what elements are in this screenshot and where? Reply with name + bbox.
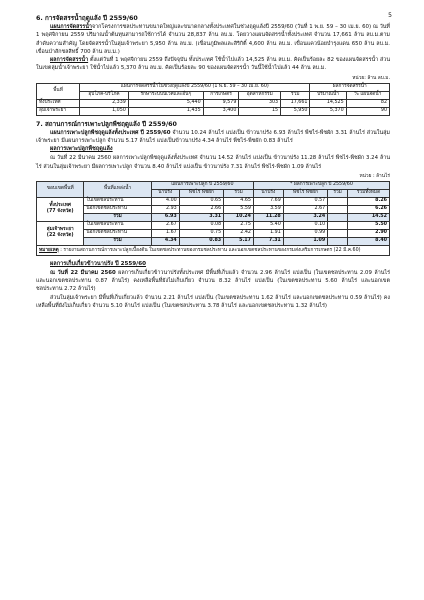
plan-crop-text: จำนวน 10.24 ล้านไร่ แบ่งเป็น ข้าวนาปรัง 6.93 ล้านไร่ พืชไร่-พืชผัก 3.31 ล้านไร่ ส่วนในลุ่มเจ้าพระยา มีแผนการเพาะปลูก จำนวน 5.17 ล้านไร่ แบ่งเป็นข้าวนาปรัง 4.34 ล้านไร่ พืชไร่-พืชผัก 0.83 ล้านไร่ — [36, 129, 390, 145]
plan-lead: แผนการจัดสรรน้ำ — [50, 24, 92, 30]
cell-total: 14.52 — [348, 213, 390, 221]
sub-header: รวม — [328, 189, 348, 197]
harvest-heading: ผลการเก็บเกี่ยวข้าวนาปรัง ปี 2559/60 — [50, 260, 147, 267]
section-7-plan-paragraph — [36, 129, 390, 146]
cell: 3.31 — [179, 213, 223, 221]
sub-header: รวม — [281, 91, 310, 99]
cell: 90 — [346, 107, 389, 115]
row-source: รวม — [84, 213, 151, 221]
cell: 14,525 — [310, 99, 346, 107]
cell: 1,050 — [80, 107, 129, 115]
cell: 2.93 — [151, 205, 179, 213]
crop-result-paragraph: ณ วันที่ 22 มีนาคม 2560 ผลการเพาะปลูกพืชฤดูแล้งทั้งประเทศ จำนวน 14.52 ล้านไร่ แบ่งเป็น ข้าวนาปรัง 11.28 ล้านไร่ พืชไร่-พืชผัก 3.24 ล้านไร่ ส่วนในลุ่มเจ้าพระยา มีผลการเพาะปลูก จำนวน 8.40 ล้านไร่ แบ่งเป็น ข้าวนาปรัง 7.31 ล้านไร่ พืชไร่-พืชผัก 1.09 ล้านไร่ — [36, 155, 390, 170]
table-row-total — [37, 237, 390, 245]
page-number: 5 — [388, 12, 392, 19]
cell: 2,339 — [80, 99, 129, 107]
table-row — [37, 205, 390, 213]
cell: 6.93 — [151, 213, 179, 221]
row-source: นอกเขตชลประทาน — [84, 229, 151, 237]
cell: 3.24 — [283, 213, 327, 221]
table-row-total — [37, 213, 390, 221]
group-area-name: ทั้งประเทศ — [49, 203, 71, 209]
cell: 0.99 — [283, 229, 327, 237]
cell: 0.08 — [179, 221, 223, 229]
cell: 2.66 — [179, 205, 223, 213]
harvest-paragraph-1 — [36, 269, 390, 294]
row-area: ลุ่มเจ้าพระยา — [37, 107, 80, 115]
sub-header: การเกษตร — [203, 91, 239, 99]
cell: 1.67 — [151, 229, 179, 237]
row-source: นอกเขตชลประทาน — [84, 205, 151, 213]
col-plan: แผนการเพาะปลูก ปี 2559/60 — [151, 181, 253, 189]
cell: 5,370 — [310, 107, 346, 115]
harvest-lead: ณ วันที่ 22 มีนาคม 2560 — [50, 269, 116, 276]
cell: 15 — [239, 107, 281, 115]
cell: 5,440 — [128, 99, 203, 107]
sub-header: นาปรัง — [151, 189, 179, 197]
cell: 2.75 — [224, 221, 254, 229]
cell: 4.65 — [224, 197, 254, 205]
result-lead: ผลการจัดสรรน้ำ — [50, 57, 89, 64]
water-allocation-table — [36, 83, 390, 116]
col-area: ขอบเขตพื้นที่ — [37, 181, 84, 197]
col-result: ผลการจัดสรรน้ำ — [310, 83, 390, 91]
sub-header: รักษาระบบนิเวศและอื่นๆ — [128, 91, 203, 99]
table-note — [36, 246, 390, 256]
sub-header: รวม — [224, 189, 254, 197]
cell-total: 8.40 — [348, 237, 390, 245]
section-6-paragraph-1 — [36, 23, 390, 56]
harvest-text-1: ผลการเก็บเกี่ยวข้าวนาปรังทั้งประเทศ มีพื้นที่เก็บแล้ว จำนวน 2.96 ล้านไร่ แบ่งเป็น (ในเขตชลประทาน 2.09 ล้านไร่ และนอกเขตชลประทาน 0.87 ล้านไร่) คงเหลือพื้นที่ยังไม่เก็บเกี่ยว จำนวน 8.32 ล้านไร่ แบ่งเป็น (ในเขตชลประทาน 5.60 ล้านไร่ และนอกเขตชลประทาน 2.72 ล้านไร่) — [36, 269, 391, 293]
plan-text: จากโครงการชลประทานขนาดใหญ่และขนาดกลางทั้งประเทศในช่วงฤดูแล้งปี 2559/60 (วันที่ 1 พ.ย. 59 – 30 เม.ย. 60) ณ วันที่ 1 พฤศจิกายน 2559 ปริมาณน้ำต้นทุนสามารถใช้การได้ จำนวน 28,837 ล้าน ลบ.ม. โดยวางแผนจัดสรรน้ำทั้งประเทศ จำนวน 17,661 ล้าน ลบ.ม.ตามลำดับความสำคัญ โดยจัดสรรน้ำในลุ่มเจ้าพระยา 5,950 ล้าน ลบ.ม. (เขื่อนภูมิพลและสิริกิติ์ 4,600 ล้าน ลบ.ม. เขื่อนแควน้อยบำรุงแดน 650 ล้าน ลบ.ม. เขื่อนป่าสักชลสิทธิ์ 700 ล้าน ลบ.ม.) — [36, 24, 390, 55]
sub-header: รวมทั้งหมด — [348, 189, 390, 197]
result-text: ตั้งแต่วันที่ 1 พฤศจิกายน 2559 ถึงปัจจุบัน ทั้งประเทศ ใช้น้ำไปแล้ว 14,525 ล้าน ลบ.ม. คิดเป็นร้อยละ 82 ของแผนจัดสรรน้ำ ส่วนในเขตลุ่มน้ำเจ้าพระยา ใช้น้ำไปแล้ว 5,370 ล้าน ลบ.ม. คิดเป็นร้อยละ 90 ของแผนจัดสรรน้ำ วันนี้ใช้น้ำไปแล้ว 44 ล้าน ลบ.ม. — [36, 57, 391, 72]
cell: 5,950 — [281, 107, 310, 115]
group-area-sub: (22 จังหวัด) — [46, 233, 74, 239]
cell: 9,579 — [203, 99, 239, 107]
cell: 2.42 — [224, 229, 254, 237]
sub-header: ปริมาณน้ำ — [310, 91, 346, 99]
cell: 303 — [239, 99, 281, 107]
sub-header: อุตสาหกรรม — [239, 91, 281, 99]
cell: 0.57 — [283, 197, 327, 205]
cell: 7.31 — [253, 237, 283, 245]
cell: 0.10 — [283, 221, 327, 229]
cell: 2.67 — [151, 221, 179, 229]
group-area — [37, 197, 84, 221]
cell-total: 5.50 — [348, 221, 390, 229]
table-row — [37, 99, 390, 107]
cell: 0.83 — [179, 237, 223, 245]
cell: 7.69 — [253, 197, 283, 205]
cell: 1.09 — [283, 237, 327, 245]
table-row — [37, 197, 390, 205]
section-6-heading: 6. การจัดสรรน้ำฤดูแล้ง ปี 2559/60 — [36, 15, 138, 22]
cell: 17,661 — [281, 99, 310, 107]
row-area: ทั้งประเทศ — [37, 99, 80, 107]
row-source: รวม — [84, 237, 151, 245]
note-text: : รายงานสถานการณ์การเพาะปลูกเบื้องต้น ในเขตชลประทานของกรมชลประทาน และนอกเขตชลประทานของกรมส่งเสริมการเกษตร (22 มี.ค.60) — [60, 247, 361, 253]
section-7-heading: 7. สถานการณ์การเพาะปลูกพืชฤดูแล้ง ปี 2559/60 — [36, 120, 177, 128]
row-source: ในเขตชลประทาน — [84, 221, 151, 229]
cell: 2.67 — [283, 205, 327, 213]
note-label: หมายเหตุ — [39, 247, 59, 253]
sub-header: นาปรัง — [253, 189, 283, 197]
crop-result-heading: ผลการเพาะปลูกพืชฤดูแล้ง — [50, 146, 113, 153]
col-area: พื้นที่ — [37, 83, 80, 99]
group-area-name: ลุ่มเจ้าพระยา — [46, 227, 74, 233]
cell: 10.24 — [224, 213, 254, 221]
section-6-paragraph-2 — [36, 56, 390, 73]
cell: 0.75 — [179, 229, 223, 237]
col-source: พื้นที่แหล่งน้ำ — [84, 181, 151, 197]
cell: 0.65 — [179, 197, 223, 205]
cell: 3.59 — [253, 205, 283, 213]
crop-table-unit: หน่วย : ล้านไร่ — [359, 173, 390, 179]
group-area-sub: (77 จังหวัด) — [46, 209, 74, 215]
cell: 3,400 — [203, 107, 239, 115]
plan-crop-lead: แผนการเพาะปลูกพืชฤดูแล้งทั้งประเทศ ปี 2559/60 — [50, 129, 171, 136]
row-source: ในเขตชลประทาน — [84, 197, 151, 205]
cell-total: 2.90 — [348, 229, 390, 237]
cell: 5.40 — [253, 221, 283, 229]
crop-table — [36, 181, 390, 246]
table-row — [37, 229, 390, 237]
harvest-paragraph-2: ส่วนในลุ่มเจ้าพระยา มีพื้นที่เก็บเกี่ยวแล้ว จำนวน 2.21 ล้านไร่ แบ่งเป็น (ในเขตชลประทาน 1.62 ล้านไร่ และนอกเขตชลประทาน 0.59 ล้านไร่) คงเหลือพื้นที่ยังไม่เก็บเกี่ยว จำนวน 5.10 ล้านไร่ แบ่งเป็น (ในเขตชลประทาน 3.78 ล้านไร่ และนอกเขตชลประทาน 1.32 ล้านไร่) — [36, 294, 390, 309]
water-table-unit: หน่วย: ล้าน ลบ.ม. — [352, 75, 390, 81]
sub-header: % แผนจัดน้ำ — [346, 91, 389, 99]
group-area — [37, 221, 84, 245]
cell-total: 8.26 — [348, 197, 390, 205]
table-row — [37, 107, 390, 115]
cell: 1.91 — [253, 229, 283, 237]
cell: 1,435 — [128, 107, 203, 115]
col-plan: แผนการจัดสรรน้ำในช่วงฤดูแล้งปี 2559/60 (1 พ.ย. 59 – 30 เม.ย. 60) — [80, 83, 310, 91]
col-result: * ผลการเพาะปลูก ปี 2559/60 — [253, 181, 389, 189]
cell: 4.34 — [151, 237, 179, 245]
cell: 11.28 — [253, 213, 283, 221]
cell: 4.00 — [151, 197, 179, 205]
cell: 5.59 — [224, 205, 254, 213]
cell: 5.17 — [224, 237, 254, 245]
sub-header: พืชไร่ พืชผัก — [179, 189, 223, 197]
sub-header: พืชไร่ พืชผัก — [283, 189, 327, 197]
cell-total: 6.26 — [348, 205, 390, 213]
sub-header: อุปโภค-บริโภค — [80, 91, 129, 99]
cell: 82 — [346, 99, 389, 107]
table-row — [37, 221, 390, 229]
